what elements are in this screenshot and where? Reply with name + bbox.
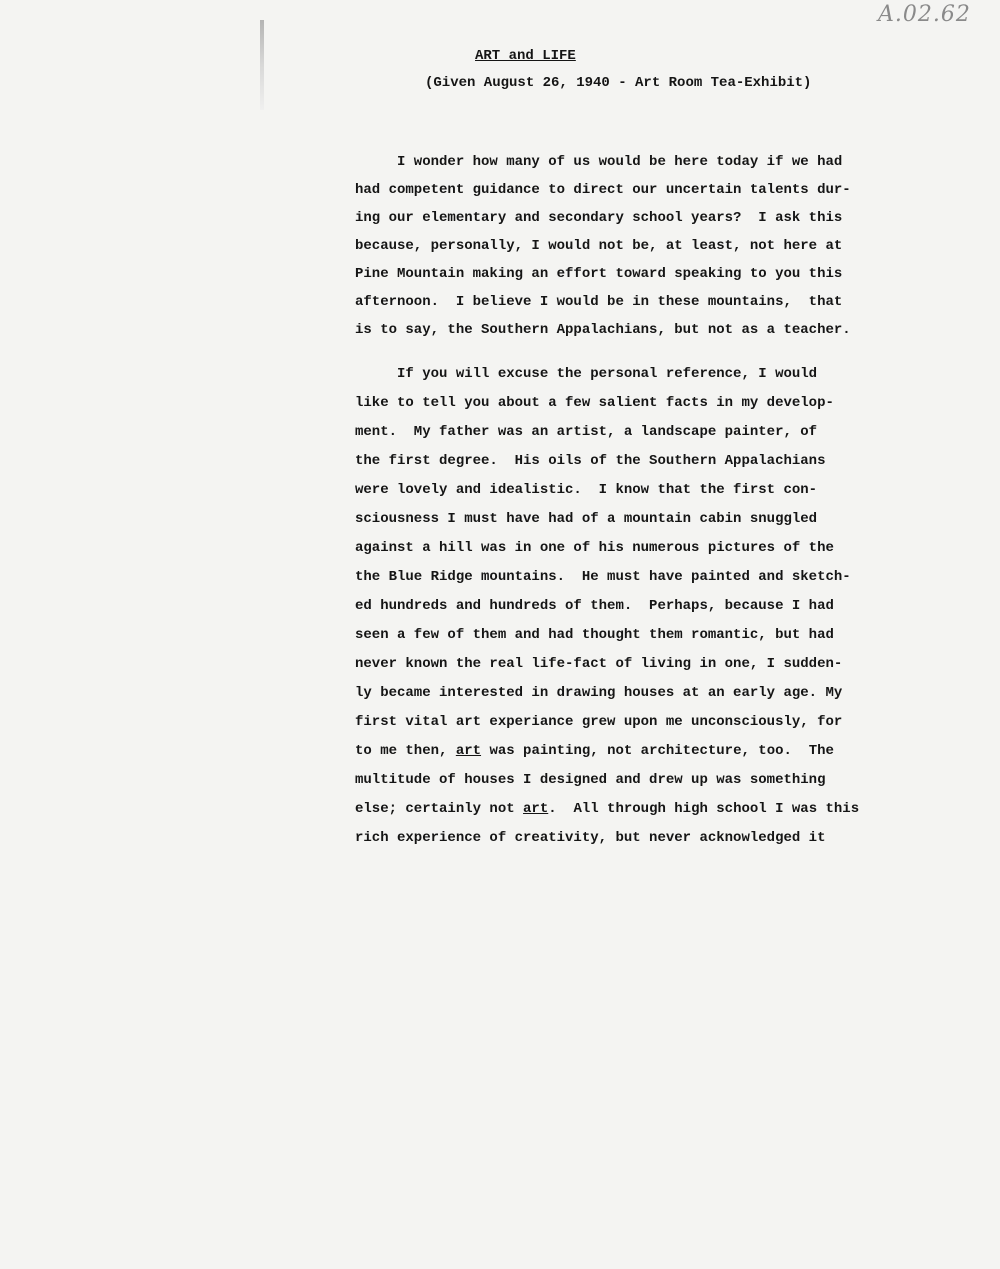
text-line	[355, 621, 859, 650]
underlined-word: art	[523, 801, 549, 817]
text-line	[355, 476, 859, 505]
line-text: the first degree. His oils of the Southern Appalachians	[355, 453, 826, 469]
line-text: else; certainly not	[355, 801, 524, 817]
text-line	[355, 418, 859, 447]
line-text: against a hill was in one of his numerous pictures of the	[355, 540, 834, 556]
line-text: . All through high school I was this	[548, 801, 860, 817]
text-line	[355, 708, 859, 737]
document-title: ART and LIFE	[475, 48, 576, 64]
archive-number: A.02.62	[878, 2, 971, 27]
text-line	[355, 505, 859, 534]
text-line	[355, 737, 859, 766]
text-line	[355, 824, 859, 853]
line-text: because, personally, I would not be, at least, not here at	[355, 238, 843, 254]
text-line	[355, 389, 859, 418]
underlined-word: art	[455, 743, 482, 759]
text-line	[355, 204, 851, 232]
text-line	[355, 563, 859, 592]
line-text: ed hundreds and hundreds of them. Perhaps, because I had	[355, 598, 834, 614]
text-line	[355, 795, 859, 824]
line-text: ment. My father was an artist, a landscape painter, of	[355, 424, 818, 440]
line-text: afternoon. I believe I would be in these mountains, that	[355, 294, 843, 310]
text-line	[355, 679, 859, 708]
line-text: first vital art experiance grew upon me unconsciously, for	[355, 714, 843, 730]
text-line	[355, 766, 859, 795]
line-text: had competent guidance to direct our uncertain talents dur-	[355, 182, 851, 198]
scan-mark	[260, 20, 264, 110]
document-subtitle: (Given August 26, 1940 - Art Room Tea-Exhibit)	[425, 75, 812, 91]
text-line	[355, 447, 859, 476]
line-text: like to tell you about a few salient facts in my develop-	[355, 395, 834, 411]
line-text: seen a few of them and had thought them romantic, but had	[355, 627, 834, 643]
line-text: ing our elementary and secondary school years? I ask this	[355, 210, 843, 226]
text-line	[355, 534, 859, 563]
line-text: were lovely and idealistic. I know that the first con-	[355, 482, 818, 498]
line-text: to me then,	[355, 743, 456, 759]
text-line	[355, 176, 851, 204]
text-line	[355, 148, 851, 176]
text-line	[355, 592, 859, 621]
line-text: multitude of houses I designed and drew up was something	[355, 772, 826, 788]
paragraph-1	[355, 148, 851, 344]
text-line	[355, 232, 851, 260]
text-line	[355, 316, 851, 344]
line-text: never known the real life-fact of living in one, I sudden-	[355, 656, 843, 672]
line-text: the Blue Ridge mountains. He must have painted and sketch-	[355, 569, 851, 585]
line-text: was painting, not architecture, too. The	[481, 743, 834, 759]
paragraph-2	[355, 360, 859, 853]
line-text: ly became interested in drawing houses at an early age. My	[355, 685, 843, 701]
line-text: sciousness I must have had of a mountain cabin snuggled	[355, 511, 818, 527]
line-text: Pine Mountain making an effort toward speaking to you this	[355, 266, 843, 282]
text-line	[355, 650, 859, 679]
line-text: I wonder how many of us would be here today if we had	[355, 154, 843, 170]
text-line	[355, 360, 859, 389]
text-line	[355, 288, 851, 316]
text-line	[355, 260, 851, 288]
line-text: If you will excuse the personal reference, I would	[355, 366, 818, 382]
line-text: is to say, the Southern Appalachians, but not as a teacher.	[355, 322, 851, 338]
line-text: rich experience of creativity, but never acknowledged it	[355, 830, 826, 846]
